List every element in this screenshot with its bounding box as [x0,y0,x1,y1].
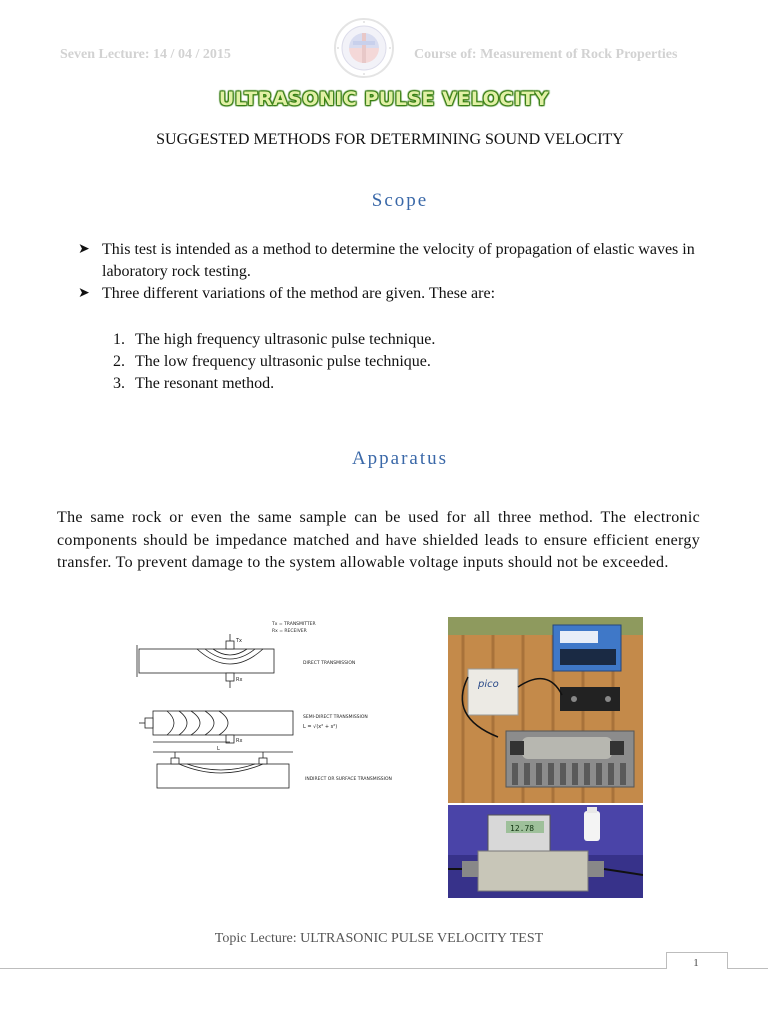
bullet-text: Three different variations of the method are given. These are: [102,285,496,302]
list-item [113,373,435,395]
header-course: Course of: Measurement of Rock Properties [414,47,678,62]
legend-receiver: Rx = RECEIVER [272,629,307,634]
list-item [78,239,718,283]
footer-divider [0,968,768,969]
apparatus-paragraph: The same rock or even the same sample can be used for all three method. The electronic components should be impedance matched and have shielded leads to ensure efficient energy transfer. To prevent damage to the system allowable voltage inputs should not be exceeded. [57,509,700,571]
scope-bullet-list [78,239,718,305]
tester-display-value: 12.78 [510,824,535,833]
method-text: The high frequency ultrasonic pulse technique. [135,331,436,348]
list-number: 2. [113,353,125,370]
university-logo [333,17,395,79]
bullet-text: This test is intended as a method to determine the velocity of propagation of elastic waves in laboratory rock testing. [102,241,695,280]
list-item [113,351,435,373]
scope-heading: Scope [371,190,429,211]
list-number: 3. [113,375,125,392]
footer-topic: Topic Lecture: ULTRASONIC PULSE VELOCITY TEST [214,931,544,946]
direct-transmission-label: DIRECT TRANSMISSION [303,661,356,666]
rx-label: Rx [236,738,243,744]
page-number: 1 [693,957,699,969]
tx-label: Tx [236,638,243,644]
methods-list [113,329,435,395]
apparatus-heading: Apparatus [351,448,449,469]
page-subtitle: SUGGESTED METHODS FOR DETERMINING SOUND VELOCITY [156,131,624,148]
page-title: ULTRASONIC PULSE VELOCITY [218,88,550,110]
legend-transmitter: Tx = TRANSMITTER [272,622,316,627]
rx-label: Rx [236,677,243,683]
list-item [78,283,718,305]
method-text: The low frequency ultrasonic pulse technique. [135,353,431,370]
list-number: 1. [113,331,125,348]
header-lecture-date: Seven Lecture: 14 / 04 / 2015 [60,47,231,62]
semi-direct-transmission-label: SEMI-DIRECT TRANSMISSION [303,715,368,720]
list-item [113,329,435,351]
tester-photo [448,805,643,898]
indirect-transmission-label: INDIRECT OR SURFACE TRANSMISSION [305,777,392,782]
distance-formula: L = √(x² + s²) [303,724,338,730]
device-brand-label: pico [478,679,499,690]
method-text: The resonant method. [135,375,275,392]
apparatus-photo [448,617,643,803]
distance-l-label: L [217,746,220,752]
arrow-bullet-icon: ➤ [78,286,90,301]
transmission-diagram [127,612,430,802]
arrow-bullet-icon: ➤ [78,242,90,257]
